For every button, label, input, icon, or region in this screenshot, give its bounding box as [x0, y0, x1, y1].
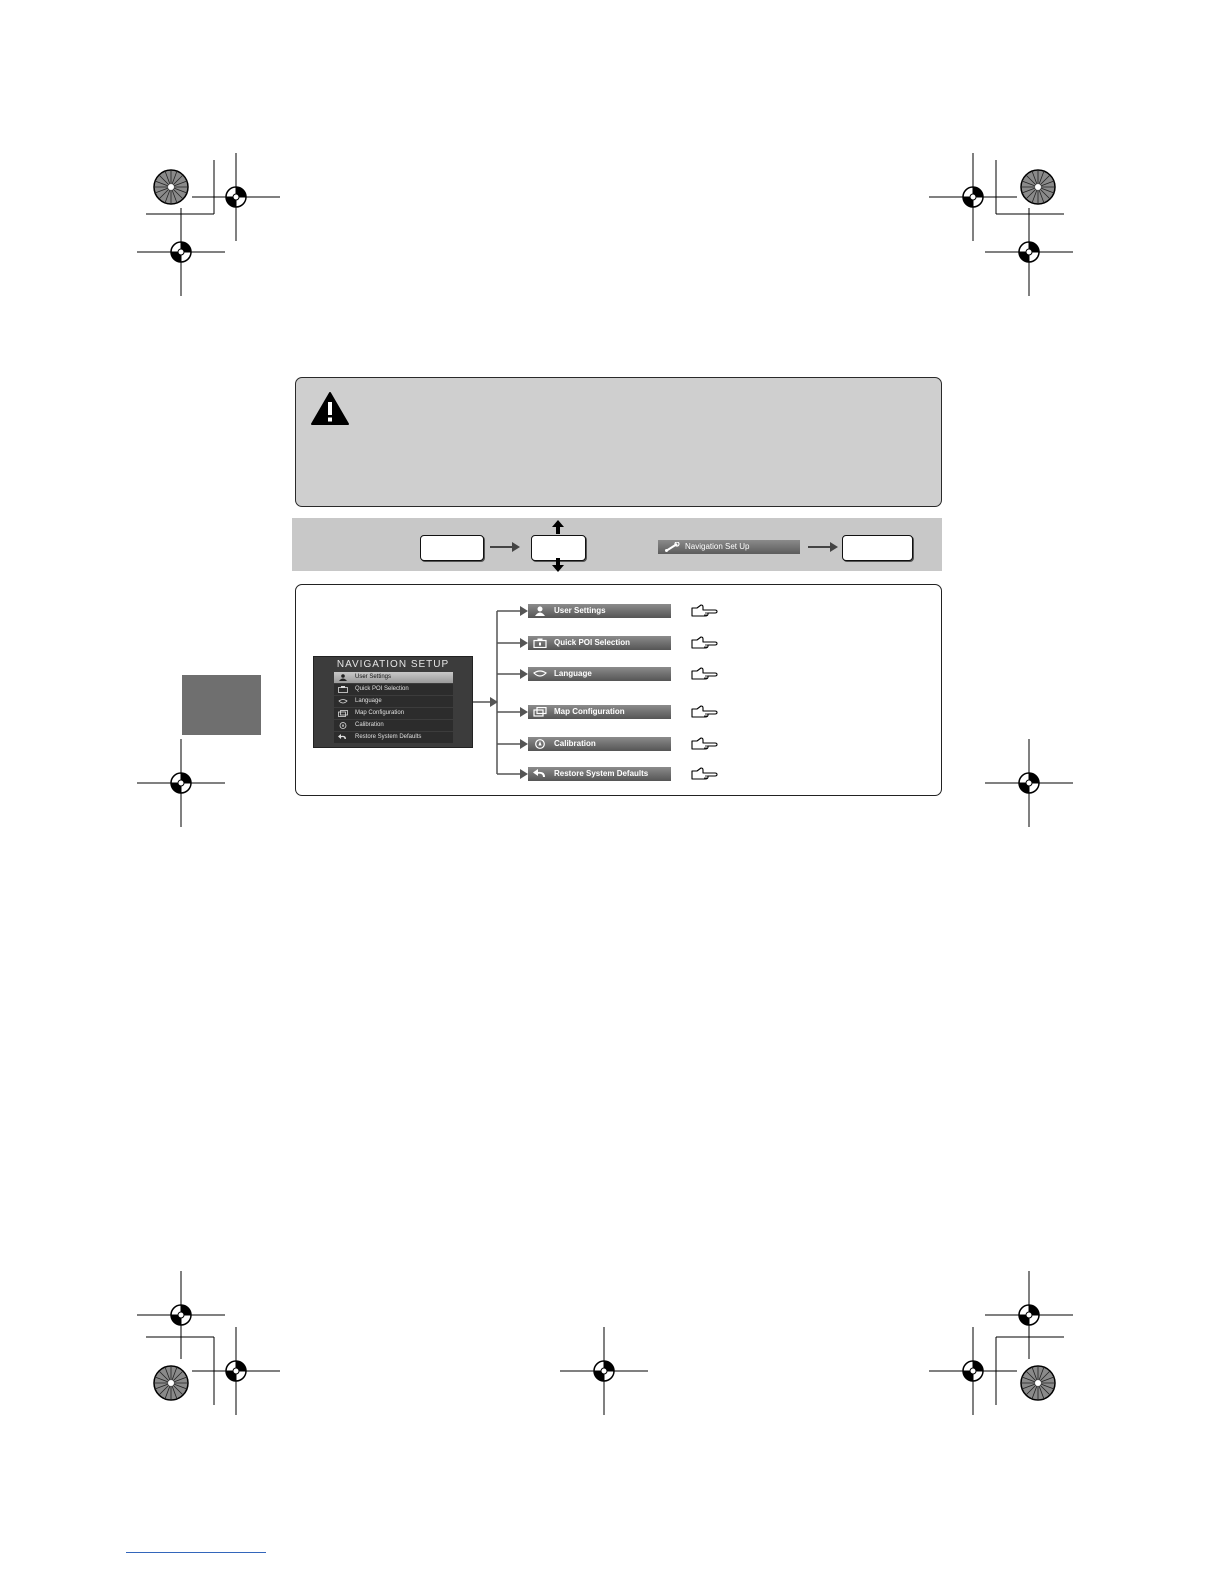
pointing-hand-icon [691, 767, 719, 781]
menu-item-map-configuration[interactable]: Map Configuration [528, 705, 671, 719]
menu-item-language[interactable]: Language [528, 667, 671, 681]
pointing-hand-icon [691, 667, 719, 681]
restore-icon [533, 769, 547, 779]
hardware-key-button-2[interactable] [842, 535, 913, 561]
menu-item-user-settings[interactable]: User Settings [528, 604, 671, 618]
user-icon [533, 606, 547, 616]
language-icon [533, 669, 547, 679]
poi-icon [338, 686, 348, 693]
poi-icon [533, 638, 547, 648]
menu-map-panel [295, 584, 942, 796]
menu-item-quick-poi[interactable]: Quick POI Selection [528, 636, 671, 650]
screen-title: NAVIGATION SETUP [336, 659, 450, 670]
screen-item-language[interactable]: Language [334, 696, 453, 707]
screen-item-restore-defaults[interactable]: Restore System Defaults [334, 732, 453, 743]
menu-item-calibration[interactable]: Calibration [528, 737, 671, 751]
pointing-hand-icon [691, 737, 719, 751]
screen-item-calibration[interactable]: Calibration [334, 720, 453, 731]
up-arrow-icon [552, 520, 564, 534]
right-arrow-icon [490, 541, 520, 553]
down-arrow-icon [552, 558, 564, 572]
language-icon [338, 698, 348, 705]
calibration-icon [533, 739, 547, 749]
menu-item-restore-defaults[interactable]: Restore System Defaults [528, 767, 671, 781]
navigation-setup-screen [313, 656, 473, 748]
chapter-tab [182, 675, 261, 735]
footer-link-rule [126, 1552, 266, 1553]
warning-triangle-icon [310, 391, 350, 427]
user-icon [338, 674, 348, 681]
warning-box [295, 377, 942, 507]
calibration-icon [338, 722, 348, 729]
navigation-setup-label: Navigation Set Up [685, 542, 750, 551]
restore-icon [338, 734, 348, 741]
map-icon [533, 707, 547, 717]
pointing-hand-icon [691, 604, 719, 618]
hardware-key-button-1[interactable] [420, 535, 484, 561]
screen-item-user-settings[interactable]: User Settings [334, 672, 453, 683]
right-arrow-icon [808, 541, 838, 553]
operation-strip [292, 518, 942, 571]
pointing-hand-icon [691, 636, 719, 650]
navigation-setup-item[interactable] [658, 540, 800, 554]
map-icon [338, 710, 348, 717]
screen-item-quick-poi[interactable]: Quick POI Selection [334, 684, 453, 695]
screen-item-map-configuration[interactable]: Map Configuration [334, 708, 453, 719]
wrench-icon [664, 542, 680, 552]
pointing-hand-icon [691, 705, 719, 719]
